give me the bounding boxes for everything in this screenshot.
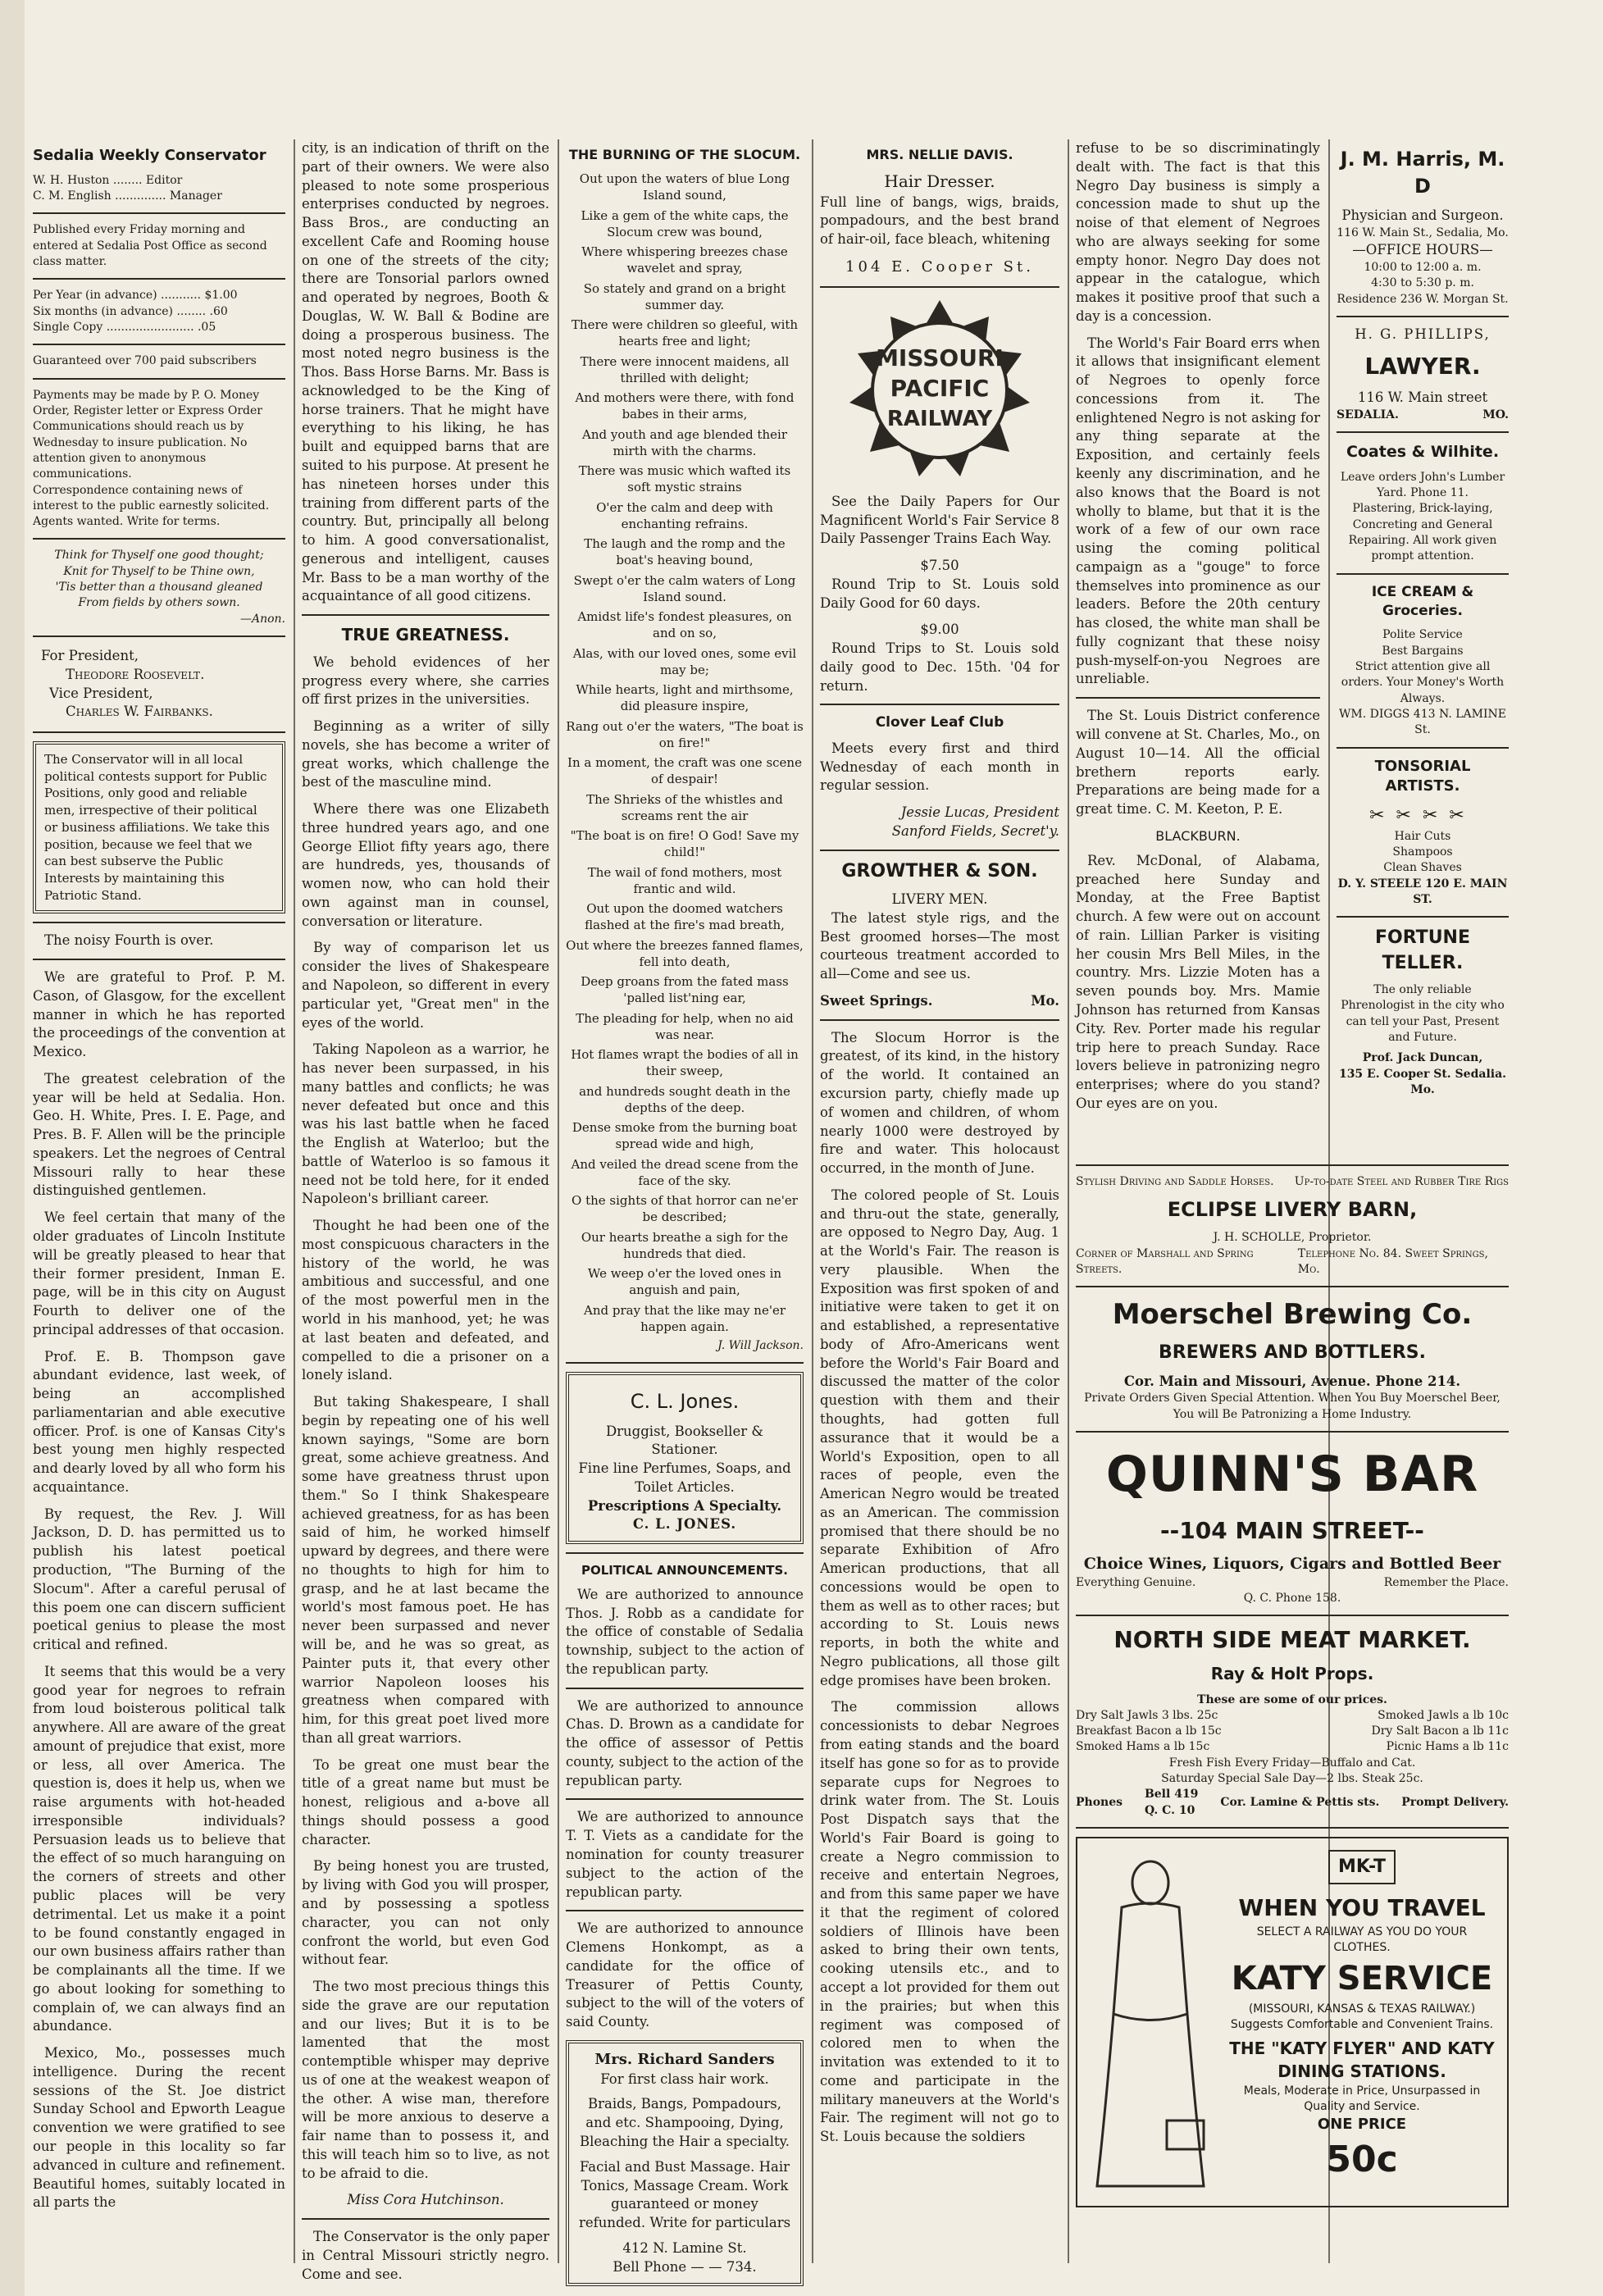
paragraph: We behold evidences of her progress every where, she carries off first prizes in the universities. — [302, 654, 549, 708]
column-rule — [558, 139, 559, 2263]
paragraph: The colored people of St. Louis and thru-out the state, generally, are opposed to Negro Day, Aug. 1 at the World's Fair. The reason is very plausible. When the Exposition was first spoken of and initiative were taken to get it on and established, a representative body of Afro-Americans went before the World's Fair Board and discussed the matter of the color question with them and their thoughts, had gotten full assurance that it would be a World's Exposition, open to all races of people, even the American Negro would be treated as an American. The commission promised that there should be no separate Exhibition of Afro American productions, that all concessions would be open to them as well as to other races; but according to St. Louis news reports, in both the white and Negro publications, all those gilt edge promises have been broken. — [820, 1187, 1059, 1688]
badge-text: RAILWAY — [886, 406, 993, 431]
column-1 — [33, 139, 285, 2263]
eclipse-proprietor: J. H. SCHOLLE, Proprietor. — [1213, 1231, 1372, 1245]
railway-intro: See the Daily Papers for Our Magnificent World's Fair Service 8 Daily Passenger Trains Each Way. — [820, 493, 1059, 547]
quinns-line: Choice Wines, Liquors, Cigars and Bottled Beer — [1083, 1555, 1501, 1574]
harris-hours: 10:00 to 12:00 a. m. — [1364, 261, 1482, 275]
tonsorial-owner: D. Y. STEELE 120 E. MAIN ST. — [1337, 877, 1508, 906]
meat-props: Ray & Holt Props. — [1210, 1663, 1374, 1683]
icecream-line: WM. DIGGS 413 N. LAMINE St. — [1339, 708, 1506, 737]
paragraph: Where there was one Elizabeth three hundred years ago, and one George Elliot fifty years ago, there are hundreds, yes, thousands of women now, who can hold their own against man in counsel, conversation or literature. — [302, 801, 549, 929]
paragraph: We feel certain that many of the older graduates of Lincoln Institute will be greatly pleased to hear that their former president, Inman E. page, will be in this city on August Fourth to deliver one of the principal addresses of that occasion. — [33, 1210, 285, 1337]
masthead-manager: C. M. English .............. Manager — [33, 189, 222, 203]
eclipse-title: ECLIPSE LIVERY BARN, — [1167, 1198, 1418, 1222]
growther-text: The latest style rigs, and the Best groomed horses—The most courteous treatment accorded to all—Come and see us. — [820, 909, 1059, 982]
tonsorial-line: Clean Shaves — [1383, 861, 1462, 875]
harris-residence: Residence 236 W. Morgan St. — [1337, 292, 1509, 306]
quinns-phone: Q. C. Phone 158. — [1243, 1591, 1341, 1605]
paragraph: The two most precious things this side the grave are our reputation and our lives; But it is to be lamented that the most contemptible whisper may deprive us of one at the weakest weapon of the other. A wise man, therefore will be more anxious to deserve a fair name than to possess it, and this will teach him so to live, as not to be afraid to die. — [302, 1979, 549, 2181]
icecream-line: Polite Service — [1382, 628, 1463, 642]
fare: $9.00 — [920, 622, 959, 638]
tonsorial-line: Hair Cuts — [1394, 829, 1451, 843]
eclipse-top: Stylish Driving and Saddle Horses. Up-to-date Steel and Rubber Tire Rigs — [1076, 1175, 1509, 1188]
column-rule — [294, 139, 295, 2263]
phillips-address: 116 W. Main street — [1357, 390, 1488, 406]
announcement: We are authorized to announce Clemens Honkompt, as a candidate for the office of Treasurer of Pettis County, subject to the will of the voters of said County. — [566, 1920, 804, 2030]
moerschel-address: Cor. Main and Missouri, Avenue. Phone 214. — [1123, 1373, 1461, 1389]
nellie-address: 104 E. Cooper St. — [845, 257, 1034, 276]
nellie-desc: Full line of bangs, wigs, braids, pompadours, and the best brand of hair-oil, face bleach, whitening — [820, 194, 1059, 248]
paragraph: By being honest you are trusted, by living with God you will prosper, and by possessing a spotless character, you can not only confront the world, but even God without fear. — [302, 1858, 549, 1968]
rate-line: Single Copy ........................ .05 — [33, 321, 216, 335]
coates-line: Plastering, Brick-laying, Concreting and General Repairing. All work given prompt attention. — [1348, 502, 1497, 563]
paragraph: Thought he had been one of the most conspicuous characters in the history of the world, he was ambitious and successful, and one of the most powerful men in the world in his manhood, yet; he was at last beaten and defeated, and compelled to die a prisoner on a lonely island. — [302, 1218, 549, 1383]
phillips-name: H. G. PHILLIPS, — [1355, 326, 1491, 342]
growther-title: GROWTHER & SON. — [841, 860, 1038, 882]
column-3 — [566, 139, 804, 2275]
column-6 — [1337, 139, 1509, 1148]
growther-location: Sweet Springs. Mo. — [820, 992, 1059, 1009]
announcement: We are authorized to announce Thos. J. Robb as a candidate for the office of constable of Sedalia township, subject to the action of the republican party. — [566, 1586, 804, 1677]
meat-intro: These are some of our prices. — [1197, 1692, 1387, 1706]
announcement: We are authorized to announce Chas. D. Brown as a candidate for the office of assessor of Pettis county, subject to the action of the republican party. — [566, 1697, 804, 1788]
payments-note: Payments may be made by P. O. Money Order, Register letter or Express Order — [33, 388, 262, 417]
phillips-city: SEDALIA. MO. — [1337, 408, 1509, 422]
article-author: Miss Cora Hutchinson. — [347, 2192, 504, 2208]
paragraph: We are grateful to Prof. P. M. Cason, of Glasgow, for the excellent manner in which he has reported the proceedings of the convention at Mexico. — [33, 969, 285, 1060]
tonsorial-line: Shampoos — [1392, 845, 1453, 859]
page-margin — [0, 0, 25, 2296]
masthead-title: Sedalia Weekly Conservator — [33, 147, 266, 164]
icecream-name: ICE CREAM & Groceries. — [1371, 583, 1474, 620]
newspaper-page — [33, 139, 1509, 2282]
correspondence-note: Correspondence containing news of interest to the public earnestly solicited. Agents wanted. Write for terms. — [33, 483, 270, 529]
harris-name: J. M. Harris, M. D — [1340, 148, 1505, 198]
cl-jones-ad: C. L. Jones. Druggist, Bookseller & Stationer. Fine line Perfumes, Soaps, and Toilet Articles. Prescriptions A Specialty. C. L. JONES. — [566, 1372, 804, 1544]
ticket-block: For President, Theodore Roosevelt. Vice President, Charles W. Fairbanks. — [41, 648, 213, 720]
paragraph: Prof. E. B. Thompson gave abundant evidence, last week, of being an accomplished parliamentarian and able executive officer. Prof. is one of Kansas City's best young men highly respected and dearly loved by all who form his acquaintance. — [33, 1348, 285, 1495]
quinns-sub: Everything Genuine. Remember the Place. — [1076, 1575, 1509, 1589]
railway-badge — [820, 296, 1059, 485]
fortune-title: FORTUNE TELLER. — [1375, 927, 1470, 973]
paragraph: By request, the Rev. J. Will Jackson, D. D. has permitted us to publish his latest poetical production, "The Burning of the Slocum". After a careful perusal of this poem one can discern sufficient poetical genius to please the most critical and refined. — [33, 1506, 285, 1653]
paragraph: The St. Louis District conference will convene at St. Charles, Mo., on August 10—14. All the official brethern reports early. Preparations are being made for a great time. C. M. Keeton, P. E. — [1076, 708, 1320, 818]
phillips-title: LAWYER. — [1364, 352, 1481, 380]
nellie-trade: Hair Dresser. — [884, 171, 995, 192]
clover-title: Clover Leaf Club — [875, 714, 1004, 731]
announcement: We are authorized to announce T. T. Viets as a candidate for the nomination for county treasurer subject to the action of the republican party. — [566, 1809, 804, 1900]
harris-address: 116 W. Main St., Sedalia, Mo. — [1337, 226, 1509, 239]
paragraph: It seems that this would be a very good year for negroes to refrain from loud boisterous political talk anywhere. All are aware of the great amount of prejudice that exist, more or less, all over America. The question is, does it help us, when we raise arguments with hot-headed irresponsible individuals? Persuasion leads us to believe that the effect of so much haranguing on the corners of streets and other public places will be very detrimental. Let us make it a point to be found constantly engaged in our own business affairs rather than be complainants all the time. If we go about looking for something to complain of, we can always find an abundance. — [33, 1663, 285, 2034]
column-5 — [1076, 139, 1320, 1148]
paragraph: The World's Fair Board errs when it allows that insignificant element of Negroes to openly force concessions from it. The enlightened Negro is not asking for any thing separate at the Exposition, and certainly feels keenly any discrimination, and he also knows that the Board is not wholly to blame, but that it is the work of a few of our own race using the coming political campaign as a "gouge" to force themselves into prominence as our leaders. Before the 20th century has closed, the white man shall be fully cognizant that these noisy push-myself-on-you Negroes are unreliable. — [1076, 335, 1320, 687]
katy-ad: MK-T WHEN YOU TRAVEL SELECT A RAILWAY AS YOU DO YOUR CLOTHES. KATY SERVICE (MISSOURI, KANSAS & TEXAS RAILWAY.) Suggests Comfortable and Convenient Trains. THE "KATY FLYER" AND KATY DINING STATIONS. Meals, Moderate in Price, Unsurpassed in Quality and Service. ONE PRICE 50c — [1076, 1837, 1509, 2207]
clover-text: Meets every first and third Wednesday of each month in regular session. — [820, 740, 1059, 794]
paragraph: The noisy Fourth is over. — [44, 932, 214, 949]
paragraph: city, is an indication of thrift on the part of their owners. We were also pleased to note some prosperious enterprises conducted by negroes. Bass Bros., are conducting an excellent Cafe and Rooming house on one of the streets of the city; there are Tonsorial parlors owned and operated by negroes, Booth & Douglas, W. W. Ball & Bodine are doing a prosperous business. The most noted negro business is the Thos. Bass Horse Barns. Mr. Bass is acknowledged to be the King of horse trainers. That he might have everything to his liking, he has built and equipped barns that are suited to his purpose. At present he has nineteen horses under this training from different parts of the country. But, principally all belong to him. A good conversationalist, generous and intelligent, causes Mr. Bass to be a man worthy of the acquaintance of all good citizens. — [302, 140, 549, 604]
rate-line: Per Year (in advance) ........... $1.00 — [33, 289, 238, 303]
meat-fish: Fresh Fish Every Friday—Buffalo and Cat. — [1168, 1756, 1416, 1770]
sanders-ad: Mrs. Richard Sanders For first class hair work. Braids, Bangs, Pompadours, and etc. Shampooing, Dying, Bleaching the Hair a specialty. Facial and Bust Massage. Hair Tonics, Massage Cream. Work guaranteed or money refunded. Write for particulars 412 N. Lamine St. Bell Phone — — 734. — [566, 2040, 804, 2286]
blackburn-title: BLACKBURN. — [1155, 827, 1241, 844]
badge-text: PACIFIC — [890, 374, 990, 402]
clover-president: Jessie Lucas, President — [900, 804, 1059, 821]
quinns-street: --104 MAIN STREET-- — [1160, 1516, 1424, 1544]
scissors-icons: ✂✂✂✂ — [1369, 805, 1476, 827]
masthead-published: Published every Friday morning and entered at Sedalia Post Office as second class matter. — [33, 223, 267, 269]
paragraph: The commission allows concessionists to debar Negroes from eating stands and the board itself has gone so for as to provide separate cups for Negroes to drink water from. The St. Louis Post Dispatch says that the World's Fair Board is going to create a Negro commission to receive and entertain Negroes, and from this same paper we have it that the regiment of colored soldiers of Illinois have been asked to bring their own tents, cooking utensils etc., and to accept a lot provided for them out in the prairies; but when this regiment was composed of colored men to when the invitation was extended to it to come and participate in the military maneuvers at the World's Fair. The regiment will not go to St. Louis because the soldiers — [820, 1699, 1059, 2145]
meat-title: NORTH SIDE MEAT MARKET. — [1113, 1626, 1471, 1654]
growther-sub: LIVERY MEN. — [891, 891, 988, 908]
eclipse-bottom: Corner of Marshall and Spring Streets. Telephone No. 84. Sweet Springs, Mo. — [1076, 1246, 1488, 1277]
meat-phones: Phones Bell 419 Q. C. 10 Cor. Lamine & Pettis sts. Prompt Delivery. — [1076, 1788, 1509, 1817]
column-2 — [302, 139, 549, 2282]
paragraph: refuse to be so discriminatingly dealt with. The fact is that this Negro Day business is simply a concession made to shut up the noise of that element of Negroes who are always seeking for some empty honor. Negro Day does not appear in the catalogue, which makes it positive proof that such a day is a concession. — [1076, 140, 1320, 324]
paragraph: Mexico, Mo., possesses much intelligence. During the recent sessions of the St. Joe district Sunday School and Epworth League convention we were gratified to see our people in this locality so far advanced in culture and refinement. Beautiful homes, suitably located in all parts the — [33, 2045, 285, 2211]
paragraph: Taking Napoleon as a warrior, he has never been surpassed, in his many battles and conflicts; he was never defeated but once and this was his last battle when he faced the English at Waterloo; but the battle of Waterloo is so famous it need not be told here, for it ended Napoleon's brilliant career. — [302, 1041, 549, 1207]
tonsorial-title: TONSORIAL ARTISTS. — [1374, 757, 1471, 795]
quote-block: Think for Thyself one good thought; Knit for Thyself to be Thine own, 'Tis better than a thousand gleaned From fields by others sown. —Anon. — [54, 549, 285, 626]
harris-title: Physician and Surgeon. — [1341, 207, 1504, 224]
paragraph: The Conservator is the only paper in Central Missouri strictly negro. Come and see. — [302, 2229, 549, 2282]
article-title: TRUE GREATNESS. — [341, 625, 510, 645]
guaranteed-line: Guaranteed over 700 paid subscribers — [33, 354, 257, 368]
moerschel-title: Moerschel Brewing Co. — [1112, 1298, 1473, 1332]
fortune-address: 135 E. Cooper St. Sedalia. Mo. — [1338, 1067, 1507, 1096]
harris-hours-label: —OFFICE HOURS— — [1352, 242, 1493, 258]
woman-illustration-icon — [1089, 1850, 1212, 2194]
moerschel-sub: BREWERS AND BOTTLERS. — [1158, 1342, 1426, 1364]
paragraph: The Slocum Horror is the greatest, of its kind, in the history of the world. It contained an excursion party, chiefly made up of women and children, of whom nearly 1000 were destroyed by fire and water. This holocaust occurred, in the month of June. — [820, 1029, 1059, 1177]
fortune-name: Prof. Jack Duncan, — [1362, 1051, 1483, 1065]
harris-hours: 4:30 to 5:30 p. m. — [1371, 276, 1474, 290]
column-rule — [812, 139, 813, 2263]
meat-prices: Dry Salt Jawls 3 lbs. 25c Breakfast Bacon a lb 15c Smoked Hams a lb 15c Smoked Jawls a lb 10c Dry Salt Bacon a lb 11c Picnic Hams a lb 11c — [1076, 1708, 1509, 1754]
political-title: POLITICAL ANNOUNCEMENTS. — [581, 1563, 788, 1578]
icecream-line: Strict attention give all orders. Your Money's Worth Always. — [1341, 660, 1505, 705]
paragraph: To be great one must bear the title of a great name but must be honest, religious and a-bove all things should possess a good character. — [302, 1756, 549, 1847]
nellie-name: MRS. NELLIE DAVIS. — [866, 147, 1013, 162]
paragraph: By way of comparison let us consider the lives of Shakespeare and Napoleon, so different in every particular yet, "Great men" in the eyes of the world. — [302, 940, 549, 1031]
column-4 — [820, 139, 1059, 2263]
column-rule — [1068, 139, 1069, 2263]
fare-text: Round Trip to St. Louis sold Daily Good for 60 days. — [820, 576, 1059, 611]
rate-line: Six months (in advance) ........ .60 — [33, 304, 228, 318]
fare: $7.50 — [920, 558, 959, 574]
paragraph: Rev. McDonal, of Alabama, preached here Sunday and Monday, at the Free Baptist church. A few were out on account of rain. Lillian Parker is visiting her cousin Mrs Bell Miles, in the country. Mrs. Lizzie Moten has a seven pounds boy. Mrs. Mamie Johnson has returned from Kansas City. Rev. Porter made his regular trip here to preach Sunday. Race lovers believe in patronizing negro enterprises; where do you stand? Our eyes are on you. — [1076, 852, 1320, 1111]
quinns-title: QUINN'S BAR — [1105, 1446, 1479, 1504]
masthead-editor: W. H. Huston ........ Editor — [33, 173, 183, 187]
paragraph: Beginning as a writer of silly novels, she has become a writer of great works, which challenge the best of the masculine mind. — [302, 718, 549, 790]
coates-line: Leave orders John's Lumber Yard. Phone 11. — [1340, 470, 1505, 499]
katy-logo: MK-T — [1328, 1850, 1396, 1884]
fortune-text: The only reliable Phrenologist in the city who can tell your Past, Present and Future. — [1341, 982, 1505, 1044]
paragraph: But taking Shakespeare, I shall begin by repeating one of his well known sayings, "Some are born great, some achieve greatness. And some have greatness thrust upon them." So I think Shakespeare achieved greatness, for as has been said of him, he worked himself upward by degrees, and there were no thoughts to high for him to grasp, and he at last became the world's most famous poet. He has never been surpassed and never will be, and he was so great, as Painter puts it, that every other warrior Napoleon looses his greatness when compared with him, for this great poet lived more than all great warriors. — [302, 1394, 549, 1746]
icecream-line: Best Bargains — [1382, 644, 1464, 658]
poem-title: THE BURNING OF THE SLOCUM. — [568, 147, 801, 162]
moerschel-text: Private Orders Given Special Attention. When You Buy Moerschel Beer, You will Be Patronizing a Home Industry. — [1084, 1392, 1501, 1421]
paragraph: The greatest celebration of the year will be held at Sedalia. Hon. Geo. H. White, Pres. I. E. Page, and Pres. B. F. Allen will be the principle speakers. Let the negroes of Central Missouri rally to hear these distinguished gentlemen. — [33, 1070, 285, 1199]
fare-text: Round Trips to St. Louis sold daily good to Dec. 15th. '04 for return. — [820, 640, 1059, 694]
poem-author: J. Will Jackson. — [717, 1339, 804, 1353]
policy-box: The Conservator will in all local political contests support for Public Positions, only good and reliable men, irrespective of their political or business affiliations. We take this position, because we feel that we can best subserve the Public Interests by maintaining this Patriotic Stand. — [33, 741, 285, 913]
clover-secretary: Sanford Fields, Secret'y. — [891, 822, 1059, 839]
badge-text: MISSOURI — [876, 344, 1004, 371]
meat-saturday: Saturday Special Sale Day—2 lbs. Steak 25c. — [1161, 1772, 1423, 1786]
poem-body: Out upon the waters of blue Long Island sound, Like a gem of the white caps, the Slocum crew was bound, Where whispering breezes chase wavelet and spray, So stately and grand on a bright summer day. There were children so gleeful, with hearts free and light; There were innocent maidens, all thrilled with delight; And mothers were there, with fond babes in their arms, And youth and age blended their mirth with the charms. There was music which wafted its soft mystic strains O'er the calm and deep with enchanting refrains. The laugh and the romp and the boat's heaving bound, Swept o'er the calm waters of Long Island sound. Amidst life's fondest pleasures, on and on so, Alas, with our loved ones, some evil may be; While hearts, light and mirthsome, did pleasure inspire, Rang out o'er the waters, "The boat is on fire!" In a moment, the craft was one scene of despair! The Shrieks of the whistles and screams rent the air "The boat is on fire! O God! Save my child!" The wail of fond mothers, most frantic and wild. Out upon the doomed watchers flashed at the fire's mad breath, Out where the breezes fanned flames, fell into death, Deep groans from the fated mass 'palled list'ning ear, The pleading for help, when no aid was near. Hot flames wrapt the bodies of all in their sweep, and hundreds sought death in the depths of the deep. Dense smoke from the burning boat spread wide and high, And veiled the dread scene from the face of the sky. O the sights of that horror can ne'er be described; Our hearts breathe a sigh for the hundreds that died. We weep o'er the loved ones in anguish and pain, And pray that the like may ne'er happen again. — [566, 171, 804, 1334]
communications-note: Communications should reach us by Wednesday to insure publication. No attention given to anonymous communications. — [33, 420, 248, 481]
coates-name: Coates & Wilhite. — [1346, 443, 1500, 462]
ad-column — [1076, 1156, 1509, 2263]
